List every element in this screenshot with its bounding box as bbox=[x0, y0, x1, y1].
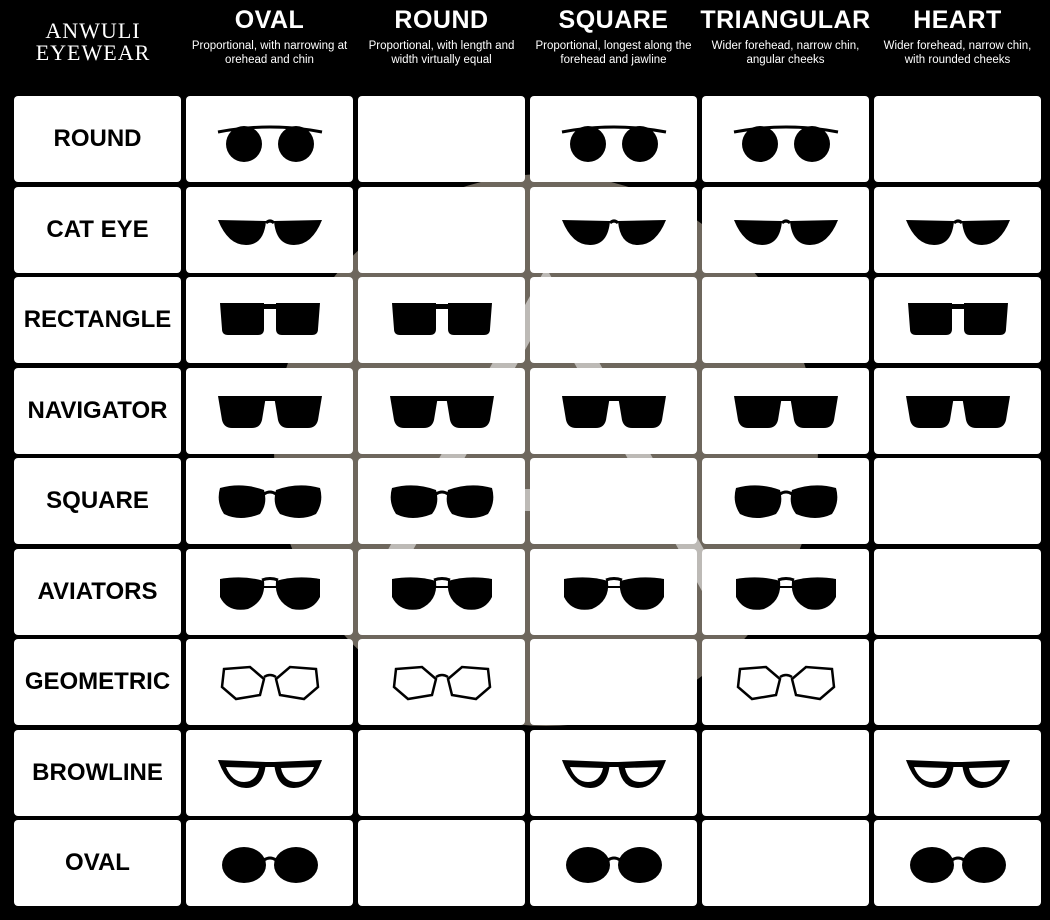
cell-browline-square bbox=[530, 730, 697, 816]
column-description: Proportional, longest along the forehead and jawline bbox=[535, 40, 692, 66]
cell-rectangle-oval bbox=[186, 277, 353, 363]
cell-rectangle-heart bbox=[874, 277, 1041, 363]
column-header-square bbox=[528, 0, 699, 92]
cell-browline-oval bbox=[186, 730, 353, 816]
square-sunglasses-icon bbox=[214, 476, 326, 526]
navigator-sunglasses-icon bbox=[386, 386, 498, 436]
square-sunglasses-icon bbox=[730, 476, 842, 526]
cell-browline-round bbox=[358, 730, 525, 816]
geometric-glasses-icon bbox=[214, 657, 326, 707]
aviator-sunglasses-icon bbox=[730, 567, 842, 617]
column-description: Wider forehead, narrow chin, with rounded cheeks bbox=[883, 40, 1032, 66]
navigator-sunglasses-icon bbox=[558, 386, 670, 436]
cell-browline-triangular bbox=[702, 730, 869, 816]
column-description: Wider forehead, narrow chin, angular cheeks bbox=[711, 40, 860, 66]
cell-rectangle-square bbox=[530, 277, 697, 363]
square-sunglasses-icon bbox=[386, 476, 498, 526]
cell-square-round bbox=[358, 458, 525, 544]
cell-aviators-triangular bbox=[702, 549, 869, 635]
column-header-round bbox=[356, 0, 527, 92]
cell-round-square bbox=[530, 96, 697, 182]
round-sunglasses-icon bbox=[730, 114, 842, 164]
cell-navigator-oval bbox=[186, 368, 353, 454]
row-label-aviators: AVIATORS bbox=[14, 549, 181, 635]
cell-oval-square bbox=[530, 820, 697, 906]
cell-square-triangular bbox=[702, 458, 869, 544]
aviator-sunglasses-icon bbox=[214, 567, 326, 617]
browline-glasses-icon bbox=[902, 748, 1014, 798]
cat-eye-sunglasses-icon bbox=[214, 205, 326, 255]
cell-oval-triangular bbox=[702, 820, 869, 906]
row-label-square: SQUARE bbox=[14, 458, 181, 544]
row-label-round: ROUND bbox=[14, 96, 181, 182]
logo-line-2: EYEWEAR bbox=[35, 40, 151, 65]
cell-rectangle-triangular bbox=[702, 277, 869, 363]
cell-geometric-oval bbox=[186, 639, 353, 725]
row-label-navigator: NAVIGATOR bbox=[14, 368, 181, 454]
navigator-sunglasses-icon bbox=[902, 386, 1014, 436]
cell-geometric-round bbox=[358, 639, 525, 725]
column-title: ROUND bbox=[394, 6, 489, 34]
column-title: SQUARE bbox=[558, 6, 669, 34]
column-description: Proportional, with narrowing at orehead and chin bbox=[191, 40, 348, 66]
cat-eye-sunglasses-icon bbox=[902, 205, 1014, 255]
row-label-cat-eye: CAT EYE bbox=[14, 187, 181, 273]
cell-round-triangular bbox=[702, 96, 869, 182]
cell-aviators-square bbox=[530, 549, 697, 635]
cell-navigator-triangular bbox=[702, 368, 869, 454]
column-title: TRIANGULAR bbox=[700, 6, 871, 34]
cell-square-square bbox=[530, 458, 697, 544]
row-label-oval: OVAL bbox=[14, 820, 181, 906]
oval-sunglasses-icon bbox=[902, 838, 1014, 888]
round-sunglasses-icon bbox=[214, 114, 326, 164]
column-header-oval bbox=[184, 0, 355, 92]
cell-cat-eye-heart bbox=[874, 187, 1041, 273]
cat-eye-sunglasses-icon bbox=[558, 205, 670, 255]
cell-navigator-round bbox=[358, 368, 525, 454]
geometric-glasses-icon bbox=[730, 657, 842, 707]
aviator-sunglasses-icon bbox=[386, 567, 498, 617]
cat-eye-sunglasses-icon bbox=[730, 205, 842, 255]
cell-oval-round bbox=[358, 820, 525, 906]
rectangle-sunglasses-icon bbox=[386, 295, 498, 345]
navigator-sunglasses-icon bbox=[214, 386, 326, 436]
column-description: Proportional, with length and width virtually equal bbox=[368, 40, 515, 66]
oval-sunglasses-icon bbox=[558, 838, 670, 888]
cell-aviators-oval bbox=[186, 549, 353, 635]
browline-glasses-icon bbox=[558, 748, 670, 798]
cell-round-oval bbox=[186, 96, 353, 182]
cell-square-heart bbox=[874, 458, 1041, 544]
cell-rectangle-round bbox=[358, 277, 525, 363]
rectangle-sunglasses-icon bbox=[214, 295, 326, 345]
cell-browline-heart bbox=[874, 730, 1041, 816]
cell-oval-oval bbox=[186, 820, 353, 906]
cell-navigator-square bbox=[530, 368, 697, 454]
aviator-sunglasses-icon bbox=[558, 567, 670, 617]
cell-round-round bbox=[358, 96, 525, 182]
browline-glasses-icon bbox=[214, 748, 326, 798]
cell-aviators-heart bbox=[874, 549, 1041, 635]
rectangle-sunglasses-icon bbox=[902, 295, 1014, 345]
cell-geometric-heart bbox=[874, 639, 1041, 725]
oval-sunglasses-icon bbox=[214, 838, 326, 888]
column-title: HEART bbox=[913, 6, 1002, 34]
brand-logo bbox=[8, 18, 178, 74]
cell-geometric-square bbox=[530, 639, 697, 725]
cell-navigator-heart bbox=[874, 368, 1041, 454]
cell-aviators-round bbox=[358, 549, 525, 635]
cell-cat-eye-triangular bbox=[702, 187, 869, 273]
cell-geometric-triangular bbox=[702, 639, 869, 725]
cell-cat-eye-round bbox=[358, 187, 525, 273]
cell-cat-eye-square bbox=[530, 187, 697, 273]
column-title: OVAL bbox=[234, 6, 305, 34]
geometric-glasses-icon bbox=[386, 657, 498, 707]
cell-round-heart bbox=[874, 96, 1041, 182]
column-header-heart bbox=[872, 0, 1043, 92]
column-header-triangular bbox=[700, 0, 871, 92]
row-label-browline: BROWLINE bbox=[14, 730, 181, 816]
cell-square-oval bbox=[186, 458, 353, 544]
row-label-geometric: GEOMETRIC bbox=[14, 639, 181, 725]
row-label-rectangle: RECTANGLE bbox=[14, 277, 181, 363]
cell-cat-eye-oval bbox=[186, 187, 353, 273]
cell-oval-heart bbox=[874, 820, 1041, 906]
logo-line-1: ANWULI bbox=[45, 18, 141, 43]
round-sunglasses-icon bbox=[558, 114, 670, 164]
navigator-sunglasses-icon bbox=[730, 386, 842, 436]
